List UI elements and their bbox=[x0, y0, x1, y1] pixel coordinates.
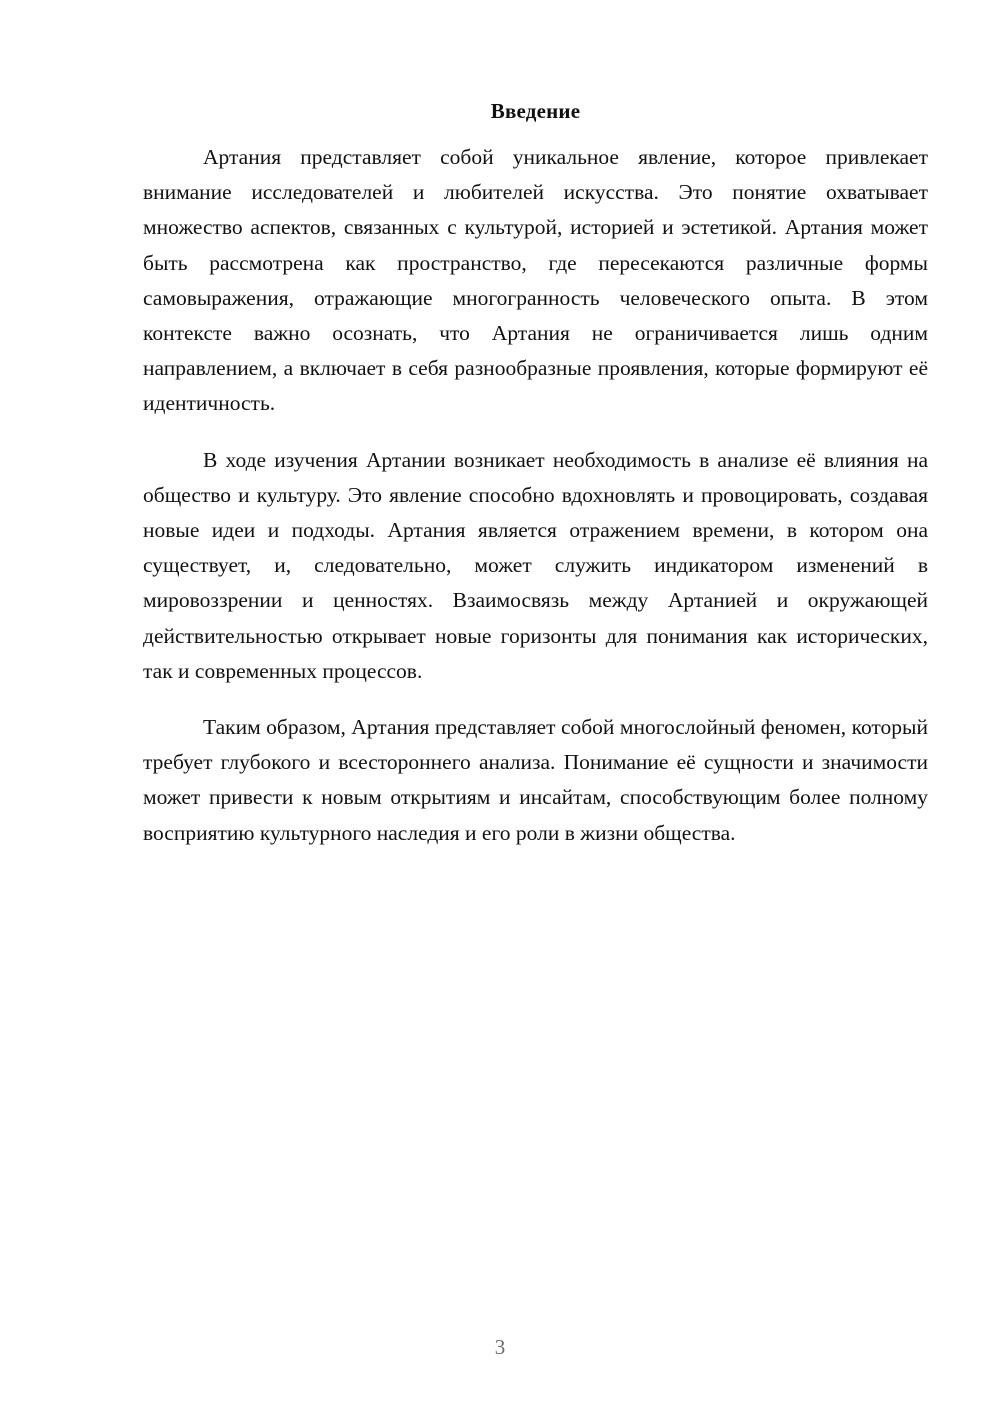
paragraph-2: В ходе изучения Артании возникает необходимость в анализе её влияния на общество и культуру. Это явление способно вдохновлять и провоцировать, создавая новые идеи и подходы. Артания является отражением времени, в котором она существует, и, следовательно, может служить индикатором изменений в мировоззрении и ценностях. Взаимосвязь между Артанией и окружающей действительностью открывает новые горизонты для понимания как исторических, так и современных процессов. bbox=[143, 447, 928, 683]
page-content bbox=[143, 96, 928, 872]
page-number: 3 bbox=[494, 1335, 506, 1359]
paragraph-3: Таким образом, Артания представляет собой многослойный феномен, который требует глубокого и всестороннего анализа. Понимание её сущности и значимости может привести к новым открытиям и инсайтам, способствующим более полному восприятию культурного наследия и его роли в жизни общества. bbox=[143, 715, 928, 845]
paragraph-1: Артания представляет собой уникальное явление, которое привлекает внимание исследователей и любителей искусства. Это понятие охватывает множество аспектов, связанных с культурой, историей и эстетикой. Артания может быть рассмотрена как пространство, где пересекаются различные формы самовыражения, отражающие многогранность человеческого опыта. В этом контексте важно осознать, что Артания не ограничивается лишь одним направлением, а включает в себя разнообразные проявления, которые формируют её идентичность. bbox=[143, 145, 928, 416]
section-title: Введение bbox=[490, 99, 581, 123]
